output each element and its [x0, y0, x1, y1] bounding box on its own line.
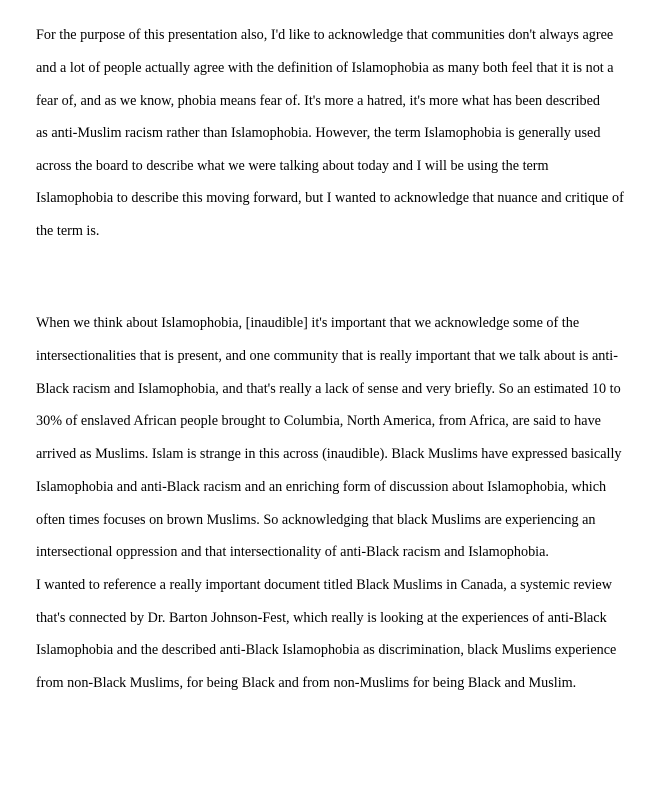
text-line: intersectionalities that is present, and one community that is really important that we talk about is anti- [36, 348, 618, 364]
text-line: as anti-Muslim racism rather than Islamophobia. However, the term Islamophobia is generally used [36, 125, 601, 141]
text-line: When we think about Islamophobia, [inaudible] it's important that we acknowledge some of the [36, 315, 580, 331]
text-line: 30% of enslaved African people brought to Columbia, North America, from Africa, are said to have [36, 413, 601, 429]
text-line: Islamophobia and anti-Black racism and an enriching form of discussion about Islamophobia, which [36, 479, 607, 495]
text-line: across the board to describe what we were talking about today and I will be using the term [36, 158, 549, 174]
text-line: often times focuses on brown Muslims. So acknowledging that black Muslims are experiencing an [36, 512, 596, 528]
text-line: the term is. [36, 223, 100, 239]
text-line: Islamophobia and the described anti-Black Islamophobia as discrimination, black Muslims experience [36, 642, 617, 658]
text-line: from non-Black Muslims, for being Black and from non-Muslims for being Black and Muslim. [36, 675, 577, 691]
text-line: fear of, and as we know, phobia means fear of. It's more a hatred, it's more what has been described [36, 93, 600, 109]
text-line: I wanted to reference a really important document titled Black Muslims in Canada, a systemic review [36, 577, 612, 593]
text-line: that's connected by Dr. Barton Johnson-Fest, which really is looking at the experiences of anti-Black [36, 610, 607, 626]
text-line: Black racism and Islamophobia, and that's really a lack of sense and very briefly. So an estimated 10 to [36, 381, 621, 397]
text-line: intersectional oppression and that intersectionality of anti-Black racism and Islamophobia. [36, 544, 549, 560]
text-line: and a lot of people actually agree with the definition of Islamophobia as many both feel that it is not a [36, 60, 614, 76]
text-line: For the purpose of this presentation also, I'd like to acknowledge that communities don't always agree [36, 27, 614, 43]
text-line: arrived as Muslims. Islam is strange in this across (inaudible). Black Muslims have expressed basically [36, 446, 622, 462]
text-line: Islamophobia to describe this moving forward, but I wanted to acknowledge that nuance and critique of [36, 190, 624, 206]
